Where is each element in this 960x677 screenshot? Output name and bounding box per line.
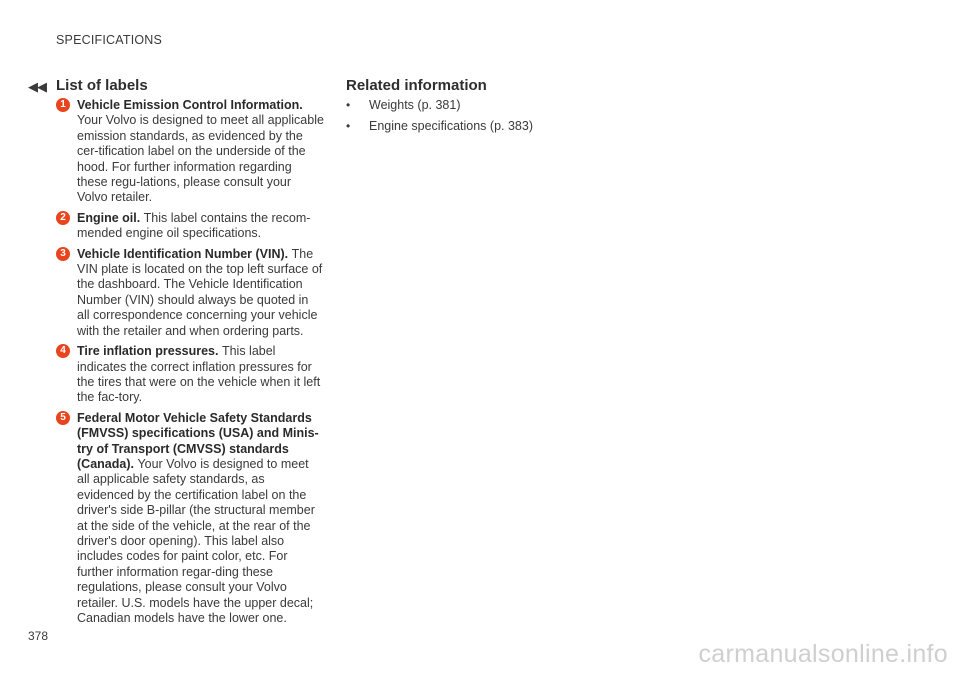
label-item-heading: Engine oil. [77, 210, 144, 225]
label-item-text: Your Volvo is designed to meet all applicable emission standards, as evidenced by the cer-tification label on the underside of the hood. For further information regarding these regu-lations, please consult your Volvo retailer. [77, 113, 324, 205]
continued-icon: ◀◀ [28, 79, 46, 94]
label-item-5 [56, 411, 324, 627]
related-link-weights[interactable] [346, 98, 646, 113]
related-info-column [346, 76, 646, 141]
section-header: SPECIFICATIONS [56, 33, 163, 47]
page-number: 378 [28, 629, 49, 643]
number-badge-icon: 2 [56, 211, 70, 225]
bullet-icon: • [346, 98, 351, 112]
label-item-4 [56, 344, 324, 406]
label-item-heading: Vehicle Identification Number (VIN). [77, 246, 292, 261]
number-badge-icon: 1 [56, 98, 70, 112]
number-badge-icon: 5 [56, 411, 70, 425]
label-item-1 [56, 98, 324, 206]
bullet-icon: • [346, 119, 351, 134]
label-item-heading: Federal Motor Vehicle Safety Standards (FMVSS) specifications (USA) and Minis-try of Transport (CMVSS) standards (Canada). [77, 410, 319, 471]
related-links-list [346, 98, 646, 135]
number-badge-icon: 4 [56, 344, 70, 358]
related-link-text[interactable]: Engine specifications (p. 383) [369, 119, 533, 134]
label-item-text: This label contains the recom-mended engine oil specifications. [77, 210, 311, 241]
label-item-text: This label indicates the correct inflation pressures for the tires that were on the vehicle when it left the fac-tory. [77, 344, 321, 405]
label-item-text: The VIN plate is located on the top left surface of the dashboard. The Vehicle Identification Number (VIN) should always be quoted in all correspondence concerning your vehicle with the retailer and when ordering parts. [77, 246, 323, 338]
related-link-text[interactable]: Weights (p. 381) [369, 98, 461, 112]
number-badge-icon: 3 [56, 247, 70, 261]
label-item-text: Your Volvo is designed to meet all applicable safety standards, as evidenced by the certification label on the driver's side B-pillar (the structural member at the side of the vehicle, at the rear of the driver's door opening). This label also includes codes for paint color, etc. For further information regar-ding these regulations, please consult your Volvo retailer. U.S. models have the upper decal; Canadian models have the lower one. [77, 456, 315, 625]
label-item-heading: Tire inflation pressures. [77, 344, 222, 359]
label-item-2 [56, 211, 324, 242]
labels-column [56, 76, 324, 631]
watermark: carmanualsonline.info [698, 640, 948, 668]
label-item-heading: Vehicle Emission Control Information. [77, 98, 303, 112]
related-info-title: Related information [346, 77, 487, 94]
section-title: List of labels [56, 77, 148, 94]
related-link-engine-specs[interactable] [346, 119, 646, 134]
label-item-3 [56, 247, 324, 339]
